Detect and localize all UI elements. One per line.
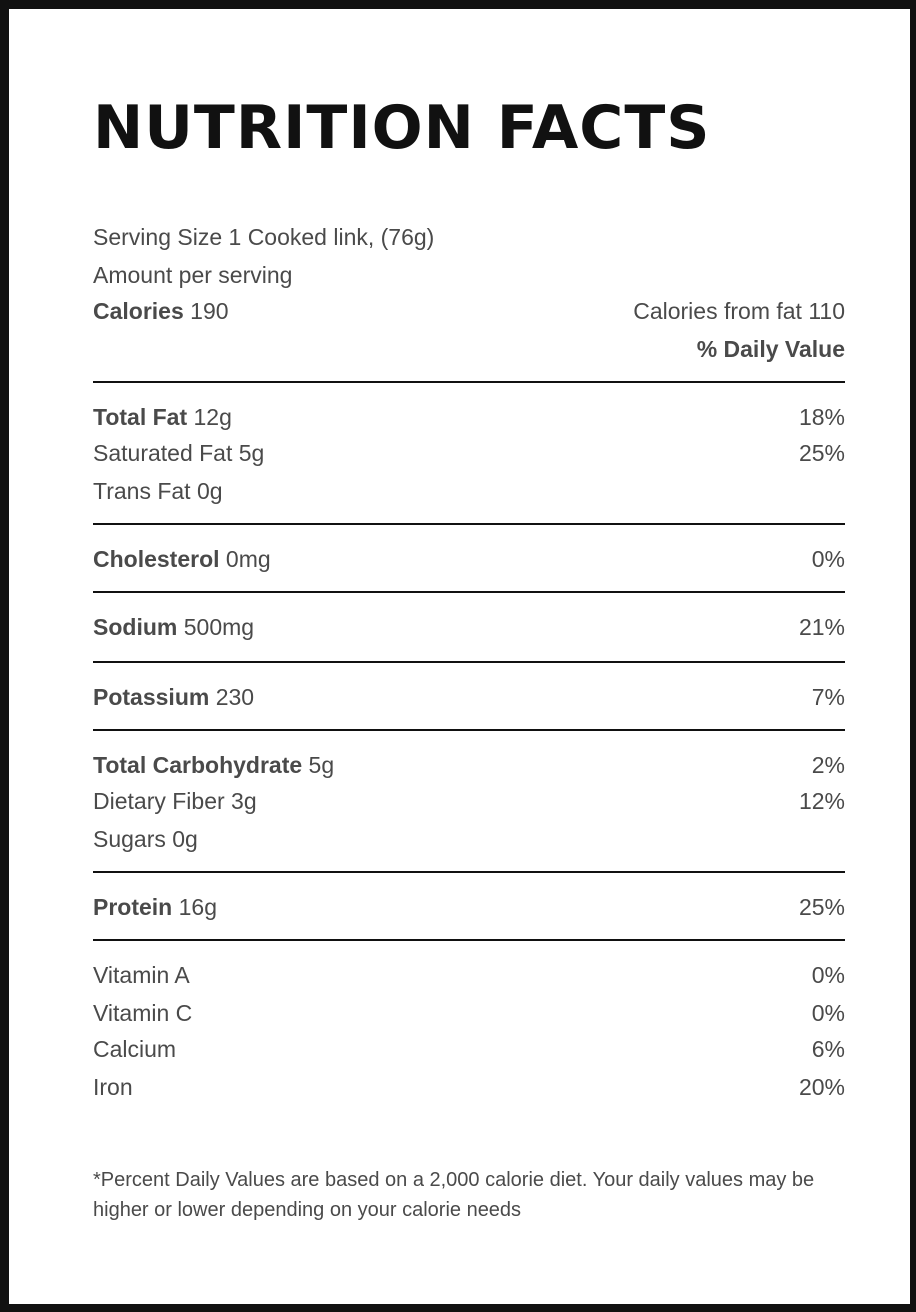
calories-from-fat: Calories from fat 110	[633, 298, 845, 324]
nutrient-amount: 5g	[308, 752, 335, 778]
vitamin-daily-value: 0%	[811, 962, 845, 988]
calories	[93, 297, 229, 325]
nutrient-name: Total Carbohydrate	[93, 752, 303, 778]
nutrient-name: Cholesterol	[93, 546, 220, 572]
nutrient-amount: 0mg	[225, 546, 271, 572]
divider	[93, 591, 845, 593]
nutrient-name: Dietary Fiber 3g	[93, 788, 257, 814]
footnote: *Percent Daily Values are based on a 2,000 calorie diet. Your daily values may be higher or lower depending on your calorie needs	[93, 1169, 815, 1221]
nutrient-name: Trans Fat 0g	[93, 478, 223, 504]
nutrient-daily-value: 25%	[798, 440, 845, 466]
nutrient-amount: 500mg	[183, 614, 255, 640]
amount-per-serving: Amount per serving	[93, 262, 293, 288]
nutrient-name: Sodium	[93, 614, 178, 640]
vitamin-name: Calcium	[93, 1036, 177, 1062]
nutrient-daily-value: 2%	[811, 752, 845, 778]
divider	[93, 381, 845, 383]
nutrient-name: Saturated Fat 5g	[93, 440, 265, 466]
nutrient-daily-value: 21%	[798, 614, 845, 640]
nutrient-name: Total Fat	[93, 404, 188, 430]
nutrient-amount: 12g	[193, 404, 232, 430]
label-title: NUTRITION FACTS	[93, 93, 711, 163]
nutrient-amount: 230	[215, 684, 255, 710]
serving-size: Serving Size 1 Cooked link, (76g)	[93, 224, 435, 250]
nutrient-daily-value: 0%	[811, 546, 845, 572]
vitamin-name: Iron	[93, 1074, 133, 1100]
nutrient-daily-value: 7%	[811, 684, 845, 710]
nutrient-name: Potassium	[93, 684, 210, 710]
nutrient-name: Protein	[93, 894, 173, 920]
nutrient-daily-value: 12%	[798, 788, 845, 814]
vitamin-daily-value: 20%	[798, 1074, 845, 1100]
daily-value-header: % Daily Value	[696, 336, 845, 362]
calories-value: 190	[190, 298, 229, 324]
nutrient-name: Sugars 0g	[93, 826, 198, 852]
divider	[93, 939, 845, 941]
divider	[93, 523, 845, 525]
nutrient-daily-value: 25%	[798, 894, 845, 920]
vitamin-name: Vitamin A	[93, 962, 190, 988]
divider	[93, 871, 845, 873]
nutrient-amount: 16g	[178, 894, 217, 920]
vitamin-daily-value: 6%	[811, 1036, 845, 1062]
nutrient-daily-value: 18%	[798, 404, 845, 430]
vitamin-daily-value: 0%	[811, 1000, 845, 1026]
divider	[93, 661, 845, 663]
calories-label: Calories	[93, 298, 184, 324]
vitamin-name: Vitamin C	[93, 1000, 193, 1026]
divider	[93, 729, 845, 731]
